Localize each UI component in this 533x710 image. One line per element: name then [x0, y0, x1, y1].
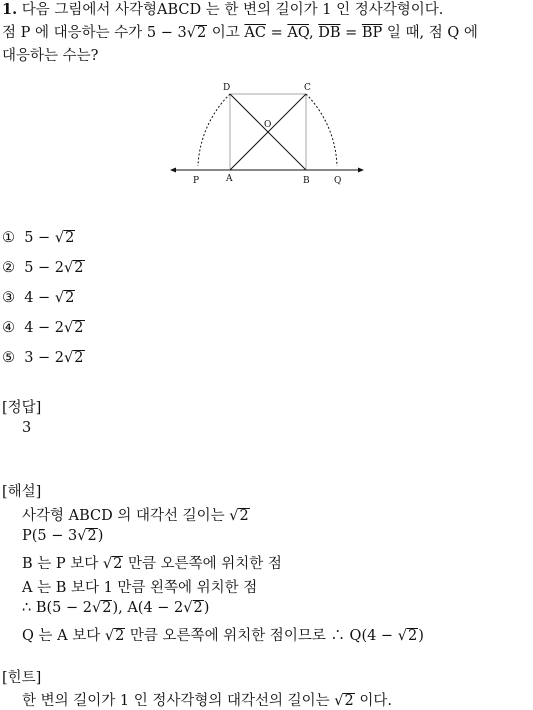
question-line-1 — [2, 0, 443, 20]
explanation-line-4: A 는 B 보다 1 만큼 왼쪽에 위치한 점 — [22, 580, 258, 596]
segment-bp: $\overline{BP}$ — [361, 25, 383, 41]
option-marker: ④ — [2, 320, 15, 336]
option-marker: ① — [2, 230, 15, 246]
segment-ac: $\overline{AC}$ — [244, 25, 266, 41]
option-marker: ③ — [2, 290, 15, 306]
option-1[interactable]: ① 5 − √2 — [2, 230, 75, 246]
arc-db-to-p — [198, 94, 230, 166]
answer-value: 3 — [22, 420, 32, 436]
option-4[interactable]: ④ 4 − 2√2 — [2, 320, 84, 336]
label-q: Q — [334, 176, 342, 186]
option-5[interactable]: ⑤ 3 − 2√2 — [2, 350, 84, 366]
explanation-line-1: 사각형 ABCD 의 대각선 길이는 √2 — [22, 508, 249, 524]
label-c: C — [304, 83, 311, 93]
explanation-line-3: B 는 P 보다 √2 만큼 오른쪽에 위치한 점 — [22, 556, 282, 572]
number-line-left-arrow — [170, 168, 176, 173]
explanation-heading: [해설] — [2, 484, 42, 500]
segment-db: $\overline{DB}$ — [318, 25, 341, 41]
option-marker: ② — [2, 260, 15, 276]
number-line-right-arrow — [358, 168, 364, 173]
question-text-2a: 점 P 에 대응하는 수가 5 − 3 — [2, 25, 187, 41]
sqrt-symbol: √2 — [186, 25, 207, 41]
question-line-2: 점 P 에 대응하는 수가 5 − 3√2 이고 $\overline{AC} = \overline{AQ}$, $\overline{DB} = \overline{BP}$ 일 때, 점 Q 에 — [2, 25, 478, 41]
arc-ac-to-q — [306, 94, 337, 166]
label-d: D — [223, 83, 231, 93]
label-p: P — [193, 176, 200, 186]
explanation-line-2: P(5 − 3√2) — [22, 528, 104, 544]
label-a: A — [226, 174, 233, 184]
explanation-line-6: Q 는 A 보다 √2 만큼 오른쪽에 위치한 점이므로 ∴ Q(4 − √2) — [22, 628, 424, 644]
explanation-line-5: ∴ B(5 − 2√2), A(4 − 2√2) — [22, 600, 210, 616]
option-marker: ⑤ — [2, 350, 15, 366]
option-3[interactable]: ③ 4 − √2 — [2, 290, 75, 306]
question-number: 1. — [2, 1, 18, 18]
hint-heading: [힌트] — [2, 670, 42, 686]
hint-line-1: 한 변의 길이가 1 인 정사각형의 대각선의 길이는 √2 이다. — [22, 693, 392, 709]
option-2[interactable]: ② 5 − 2√2 — [2, 260, 84, 276]
question-text-1: 다음 그림에서 사각형ABCD 는 한 변의 길이가 1 인 정사각형이다. — [21, 2, 444, 18]
answer-heading: [정답] — [2, 400, 42, 416]
label-b: B — [303, 176, 310, 186]
geometry-figure — [168, 76, 368, 186]
question-line-3: 대응하는 수는? — [2, 48, 99, 64]
label-o: O — [264, 120, 272, 130]
segment-aq: $\overline{AQ}$ — [287, 25, 309, 41]
